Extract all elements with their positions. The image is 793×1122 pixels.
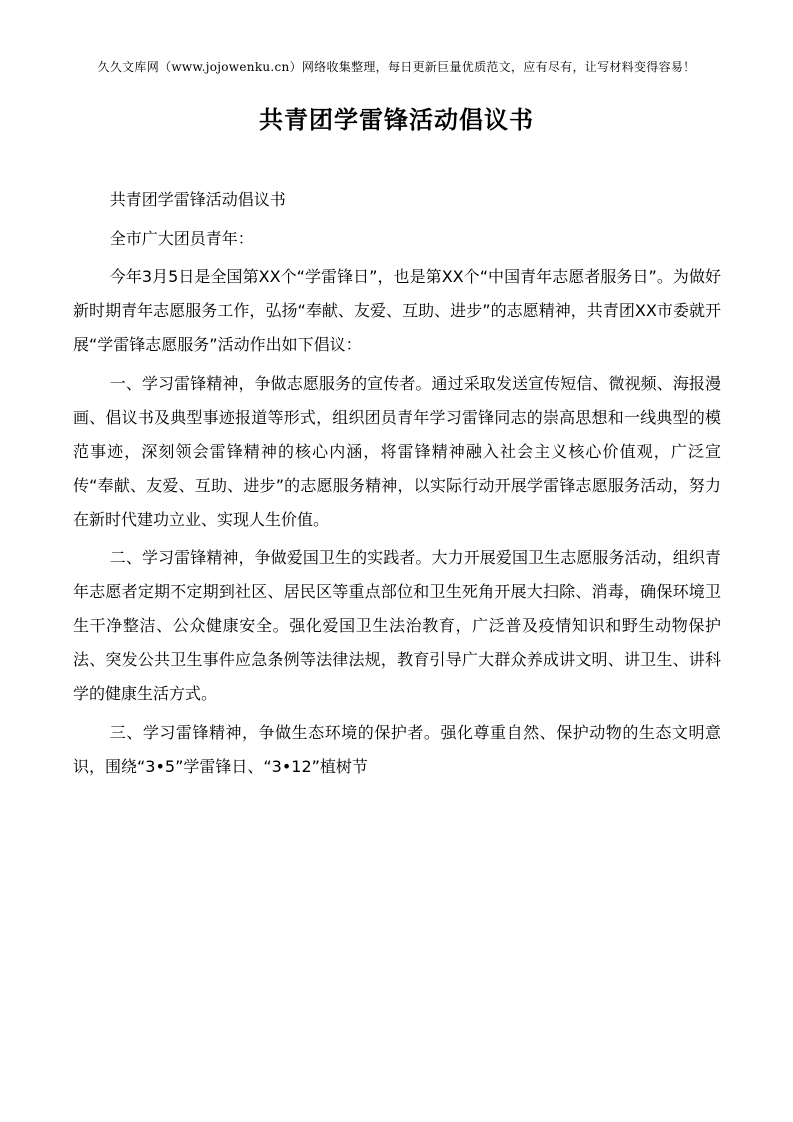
salutation: 全市广大团员青年： (109, 228, 254, 248)
document-body (73, 183, 721, 788)
header-note: 久久文库网（www.jojowenku.cn）网络收集整理，每日更新巨量优质范文，应有尽有，让写材料变得容易！ (97, 60, 696, 74)
document-subtitle: 共青团学雷锋活动倡议书 (109, 190, 286, 209)
paragraph-intro: 今年3月5日是全国第XX个“学雷锋日”，也是第XX个“中国青年志愿者服务日”。为做好新时期青年志愿服务工作，弘扬“奉献、友爱、互助、进步”的志愿精神，共青团XX市委就开展“学雷锋志愿服务”活动作出如下倡议： (73, 267, 721, 354)
paragraph-item-2: 二、学习雷锋精神，争做爱国卫生的实践者。大力开展爱国卫生志愿服务活动，组织青年志愿者定期不定期到社区、居民区等重点部位和卫生死角开展大扫除、消毒，确保环境卫生干净整洁、公众健康安全。强化爱国卫生法治教育，广泛普及疫情知识和野生动物保护法、突发公共卫生事件应急条例等法律法规，教育引导广大群众养成讲文明、讲卫生、讲科学的健康生活方式。 (73, 548, 721, 703)
paragraph-item-1: 一、学习雷锋精神，争做志愿服务的宣传者。通过采取发送宣传短信、微视频、海报漫画、倡议书及典型事迹报道等形式，组织团员青年学习雷锋同志的崇高思想和一线典型的模范事迹，深刻领会雷锋精神的核心内涵，将雷锋精神融入社会主义核心价值观，广泛宣传“奉献、友爱、互助、进步”的志愿服务精神，以实际行动开展学雷锋志愿服务活动，努力在新时代建功立业、实现人生价值。 (73, 373, 721, 529)
document-title: 共青团学雷锋活动倡议书 (259, 106, 534, 134)
paragraph-item-3: 三、学习雷锋精神，争做生态环境的保护者。强化尊重自然、保护动物的生态文明意识，围绕“3•5”学雷锋日、“3•12”植树节 (73, 722, 721, 776)
